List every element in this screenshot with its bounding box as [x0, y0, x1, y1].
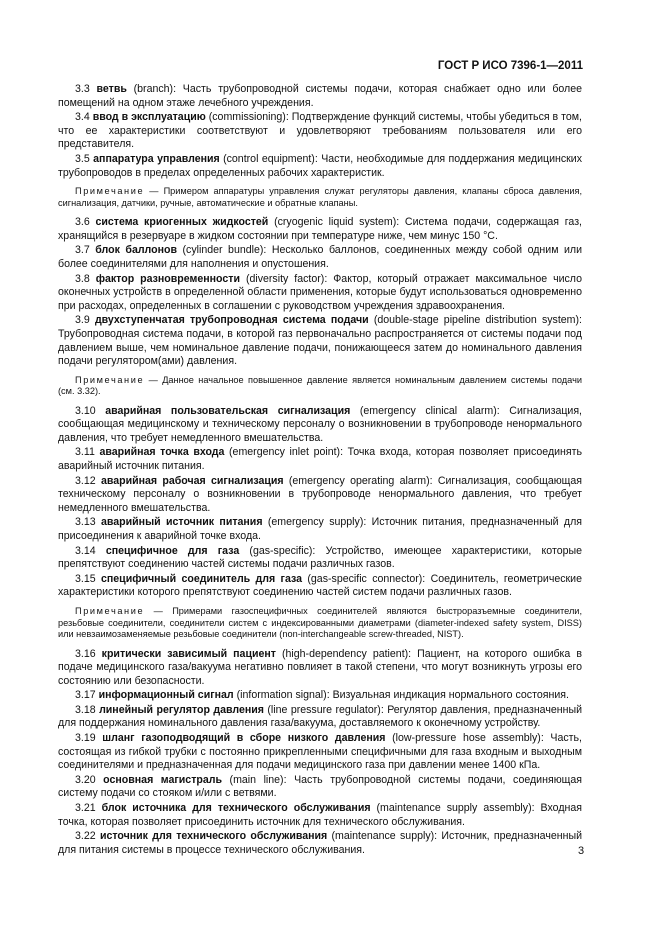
- definition-entry: [58, 802, 582, 829]
- entry-number: 3.9: [75, 314, 90, 327]
- entry-term: шланг газоподводящий в сборе низкого давления: [102, 732, 386, 745]
- entry-english-term: (line pressure regulator): [263, 703, 381, 716]
- entry-number: 3.19: [75, 732, 96, 745]
- entry-number: 3.18: [75, 703, 96, 716]
- document-header: ГОСТ Р ИСО 7396-1—2011: [437, 60, 583, 72]
- note: [58, 186, 582, 209]
- entry-term: фактор разновременности: [95, 272, 240, 285]
- definition-entry: [58, 405, 582, 446]
- entry-number: 3.5: [75, 152, 90, 165]
- entry-definition: : Фактор, который отражает максимальное число оконечных устройств в определенной области применения, которые будут использоваться одновременно при расходах, определенных в соглашении с руководством учреждения здравоохранения.: [58, 272, 582, 312]
- note-text: — Данное начальное повышенное давление является номинальным давлением системы подачи (см. 3.32).: [58, 374, 582, 397]
- definition-entry: [58, 216, 582, 243]
- entry-definition: : Трубопроводная система подачи, в которой газ первоначально распространяется от системы подачи под давлением выше, чем номинальное давление подачи, понижающееся затем до номинального давления подачи регулятором(ами) давления.: [58, 314, 582, 368]
- entry-term: аварийная рабочая сигнализация: [100, 474, 284, 487]
- entry-number: 3.4: [75, 111, 90, 124]
- definition-entry: [58, 689, 582, 703]
- entry-term: аварийный источник питания: [101, 516, 263, 529]
- entry-english-term: (low-pressure hose assembly): [385, 732, 541, 745]
- entry-number: 3.10: [75, 404, 96, 417]
- entry-english-term: (cryogenic liquid system): [268, 216, 397, 229]
- entry-definition: : Несколько баллонов, соединенных между собой одним или более соединителями для наполнения и опустошения.: [58, 244, 583, 270]
- entry-definition: : Источник питания, предназначенный для присоединения к аварийной точке входа.: [58, 516, 582, 543]
- note: [58, 606, 582, 641]
- entry-number: 3.16: [75, 647, 96, 660]
- definition-entry: [58, 314, 582, 368]
- entry-english-term: (commissioning): [205, 111, 286, 124]
- entry-english-term: (double-stage pipeline distribution system): [368, 314, 580, 327]
- page-number: 3: [578, 845, 585, 857]
- entry-term: аварийная пользовательская сигнализация: [105, 404, 351, 417]
- entry-term: аварийная точка входа: [99, 446, 225, 459]
- definition-entry: [58, 475, 582, 516]
- entry-definition: : Сигнализация, сообщающая техническому персоналу о возникновении в трубопроводе ненормального давления, что требует немедленного вмешательства.: [58, 474, 583, 514]
- entry-english-term: (maintenance supply assembly): [370, 802, 532, 815]
- entry-definition: : Источник, предназначенный для питания системы в процессе технического обслуживания.: [58, 830, 582, 856]
- entry-number: 3.17: [75, 689, 96, 702]
- entry-number: 3.21: [75, 802, 96, 815]
- definition-entry: [58, 545, 582, 572]
- entry-term: основная магистраль: [103, 773, 222, 786]
- entry-term: специфичное для газа: [105, 544, 240, 557]
- entry-term: информационный сигнал: [98, 689, 234, 702]
- entry-english-term: (emergency inlet point): [224, 446, 341, 459]
- entry-term: блок баллонов: [95, 244, 178, 257]
- entry-definition: : Устройство, имеющее характеристики, которые препятствуют соединению частей системы подачи различных газов.: [58, 544, 582, 571]
- entry-definition: : Визуальная индикация нормального состояния.: [326, 689, 569, 702]
- entry-english-term: (information signal): [233, 689, 327, 702]
- entry-english-term: (gas-specific connector): [302, 572, 423, 585]
- document-body: [58, 83, 585, 858]
- definition-entry: [58, 704, 582, 731]
- entry-number: 3.7: [75, 244, 90, 257]
- entry-term: система криогенных жидкостей: [95, 216, 269, 229]
- entry-english-term: (emergency clinical alarm): [350, 404, 497, 417]
- entry-number: 3.11: [75, 446, 95, 459]
- entry-definition: : Точка входа, которая позволяет присоединять аварийный источник питания.: [58, 446, 582, 473]
- note: [58, 375, 582, 398]
- entry-english-term: (diversity factor): [239, 272, 325, 285]
- definition-entry: [58, 446, 582, 473]
- entry-definition: : Входная точка, которая позволяет присоединить источник для технического обслуживания.: [58, 802, 582, 828]
- definition-entry: [58, 111, 582, 152]
- entry-number: 3.12: [75, 474, 96, 487]
- entry-number: 3.13: [75, 516, 96, 529]
- entry-english-term: (main line): [222, 773, 284, 786]
- entry-english-term: (cylinder bundle): [177, 244, 264, 257]
- definition-entry: [58, 830, 585, 857]
- entry-term: источник для технического обслуживания: [99, 830, 328, 843]
- entry-definition: : Система подачи, содержащая газ, хранящийся в резервуаре в жидком состоянии при температуре ниже, чем минус 150 °С.: [58, 216, 582, 242]
- entry-term: двухступенчатая трубопроводная система подачи: [94, 314, 369, 327]
- definition-entry: [58, 273, 582, 314]
- definition-entry: [58, 516, 582, 543]
- entry-definition: : Пациент, на которого ошибка в подаче медицинского газа/вакуума негативно повлияет в такой степени, что могут возникнуть угрозы его состоянию или безопасности.: [58, 647, 582, 687]
- note-label: Примечание: [75, 374, 145, 385]
- entry-english-term: (emergency operating alarm): [283, 474, 430, 487]
- entry-english-term: (high-dependency patient): [275, 647, 409, 660]
- entry-number: 3.15: [75, 572, 96, 585]
- entry-definition: : Подтверждение функций системы, чтобы убедиться в том, что ее характеристики соответствуют и удовлетворяют требованиям пользователя или его представителя.: [58, 111, 582, 151]
- entry-number: 3.14: [75, 544, 96, 557]
- definition-entry: [58, 153, 582, 180]
- entry-number: 3.6: [75, 216, 90, 229]
- entry-english-term: (branch): [126, 83, 174, 95]
- entry-number: 3.22: [75, 830, 96, 843]
- entry-english-term: (maintenance supply): [327, 830, 435, 843]
- note-text: — Примером аппаратуры управления служат регуляторы давления, клапаны сброса давления, сигнализация, датчики, ручные, автоматические и обратные клапаны.: [58, 186, 582, 208]
- definition-entry: [58, 83, 582, 110]
- definition-entry: [58, 573, 582, 600]
- entry-term: ветвь: [96, 83, 127, 95]
- entry-definition: : Регулятор давления, предназначенный для поддержания номинального давления газа/вакуума, доставляемого к оконечному устройству.: [58, 703, 582, 730]
- entry-english-term: (gas-specific): [239, 544, 313, 557]
- definition-entry: [58, 244, 582, 271]
- entry-definition: : Часть трубопроводной системы подачи, соединяющая систему подачи со стояком и/или с ветвями.: [58, 773, 582, 800]
- entry-definition: : Часть, состоящая из гибкой трубки с постоянно прикрепленными специфичными для газа входным и выходным соединителями и предназначенная для подачи медицинского газа при давлении менее 1400 кПа.: [58, 732, 582, 772]
- entry-term: аппаратура управления: [93, 152, 220, 165]
- entry-term: критически зависимый пациент: [101, 647, 276, 660]
- definition-entry: [58, 648, 582, 689]
- note-label: Примечание: [75, 186, 145, 197]
- entry-term: линейный регулятор давления: [99, 703, 264, 716]
- entry-definition: : Часть трубопроводной системы подачи, которая снабжает одно или более помещений на одном этаже лечебного учреждения.: [58, 83, 583, 109]
- note-text: — Примерами газоспецифичных соединителей являются быстроразъемные соединители, резьбовые соединители, соединители систем с индексированными диаметрами (diameter-indexed safety system, DISS) или невзаимозаменяемые резьбовые соединители (non-interchangeable screw-threaded, NIST).: [58, 606, 582, 639]
- entry-definition: : Соединитель, геометрические характеристики которого препятствуют соединению частей систем подачи различных газов.: [58, 572, 582, 599]
- definition-entry: [58, 732, 582, 773]
- entry-english-term: (emergency supply): [262, 516, 364, 529]
- definition-entry: [58, 774, 582, 801]
- entry-definition: : Сигнализация, сообщающая медицинскому и техническому персоналу о возникновении в трубопроводе ненормального давления, что требует немедленного вмешательства.: [58, 404, 582, 444]
- entry-definition: : Части, необходимые для поддержания медицинских трубопроводов в пределах определенных рабочих характеристик.: [58, 152, 583, 179]
- note-label: Примечание: [75, 606, 145, 616]
- entry-number: 3.20: [75, 773, 96, 786]
- entry-term: блок источника для технического обслуживания: [101, 802, 371, 815]
- entry-number: 3.3: [75, 83, 90, 95]
- entry-term: ввод в эксплуатацию: [92, 111, 206, 124]
- entry-english-term: (control equipment): [219, 152, 315, 165]
- entry-term: специфичный соединитель для газа: [101, 572, 303, 585]
- entry-number: 3.8: [75, 272, 90, 285]
